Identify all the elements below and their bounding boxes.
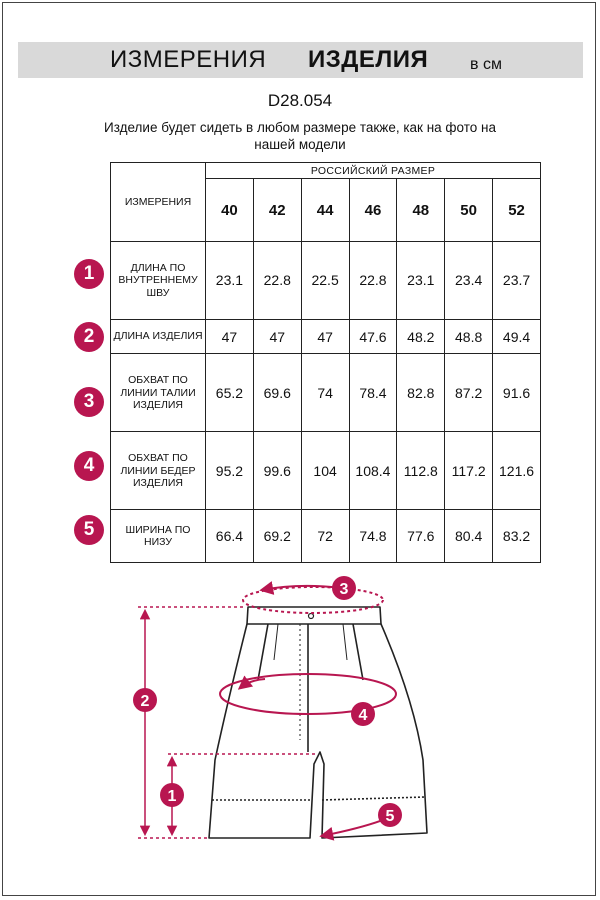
table-cell: 87.2 xyxy=(445,354,493,432)
table-cell: 91.6 xyxy=(493,354,541,432)
shorts-outline xyxy=(209,607,427,838)
table-cell: 49.4 xyxy=(493,319,541,353)
table-cell: 104 xyxy=(301,432,349,510)
size-group-header: РОССИЙСКИЙ РАЗМЕР xyxy=(206,163,541,179)
size-header: 42 xyxy=(253,179,301,242)
table-cell: 74 xyxy=(301,354,349,432)
table-cell: 117.2 xyxy=(445,432,493,510)
row-number-badge: 4 xyxy=(74,451,104,481)
svg-text:2: 2 xyxy=(140,693,150,710)
table-cell: 78.4 xyxy=(349,354,397,432)
size-header: 50 xyxy=(445,179,493,242)
row-number-badge: 1 xyxy=(74,259,104,289)
table-cell: 22.5 xyxy=(301,242,349,320)
svg-text:5: 5 xyxy=(385,808,395,825)
row-label: ДЛИНА ПО ВНУТРЕННЕМУ ШВУ xyxy=(111,242,206,320)
diagram-marker-hips xyxy=(351,702,375,726)
table-cell: 82.8 xyxy=(397,354,445,432)
table-cell: 23.7 xyxy=(493,242,541,320)
header-title-measurements: ИЗМЕРЕНИЯ xyxy=(110,46,267,73)
header-title-product: ИЗДЕЛИЯ xyxy=(308,46,429,73)
table-cell: 66.4 xyxy=(206,510,254,563)
table-cell: 80.4 xyxy=(445,510,493,563)
row-label: ДЛИНА ИЗДЕЛИЯ xyxy=(111,319,206,353)
svg-text:1: 1 xyxy=(167,788,177,805)
table-cell: 112.8 xyxy=(397,432,445,510)
table-cell: 23.4 xyxy=(445,242,493,320)
row-number-badge: 3 xyxy=(74,387,104,417)
table-cell: 23.1 xyxy=(397,242,445,320)
table-cell: 47 xyxy=(206,319,254,353)
svg-text:4: 4 xyxy=(358,707,368,724)
table-cell: 74.8 xyxy=(349,510,397,563)
table-cell: 83.2 xyxy=(493,510,541,563)
svg-text:3: 3 xyxy=(339,581,349,598)
table-cell: 48.2 xyxy=(397,319,445,353)
size-header: 40 xyxy=(206,179,254,242)
size-header: 48 xyxy=(397,179,445,242)
row-label: ОБХВАТ ПО ЛИНИИ БЕДЕР ИЗДЕЛИЯ xyxy=(111,432,206,510)
diagram-marker-length xyxy=(133,688,157,712)
size-header: 46 xyxy=(349,179,397,242)
diagram-marker-hem xyxy=(378,803,402,827)
fit-note: Изделие будет сидеть в любом размере также, как на фото на нашей модели xyxy=(104,120,496,152)
table-cell: 47.6 xyxy=(349,319,397,353)
table-cell: 99.6 xyxy=(253,432,301,510)
table-cell: 77.6 xyxy=(397,510,445,563)
size-header: 44 xyxy=(301,179,349,242)
table-cell: 69.2 xyxy=(253,510,301,563)
table-cell: 108.4 xyxy=(349,432,397,510)
table-cell: 48.8 xyxy=(445,319,493,353)
diagram-marker-waist xyxy=(332,576,356,600)
measurement-header: ИЗМЕРЕНИЯ xyxy=(111,163,206,242)
table-cell: 47 xyxy=(301,319,349,353)
table-cell: 47 xyxy=(253,319,301,353)
row-label: ОБХВАТ ПО ЛИНИИ ТАЛИИ ИЗДЕЛИЯ xyxy=(111,354,206,432)
header-unit: в см xyxy=(470,56,502,73)
size-header: 52 xyxy=(493,179,541,242)
row-label: ШИРИНА ПО НИЗУ xyxy=(111,510,206,563)
table-cell: 22.8 xyxy=(253,242,301,320)
row-number-badge: 2 xyxy=(74,322,104,352)
table-cell: 72 xyxy=(301,510,349,563)
row-number-badge: 5 xyxy=(74,515,104,545)
diagram-marker-inseam xyxy=(160,783,184,807)
table-cell: 23.1 xyxy=(206,242,254,320)
table-cell: 69.6 xyxy=(253,354,301,432)
table-cell: 95.2 xyxy=(206,432,254,510)
table-cell: 22.8 xyxy=(349,242,397,320)
article-code: D28.054 xyxy=(267,91,333,110)
table-cell: 121.6 xyxy=(493,432,541,510)
table-cell: 65.2 xyxy=(206,354,254,432)
